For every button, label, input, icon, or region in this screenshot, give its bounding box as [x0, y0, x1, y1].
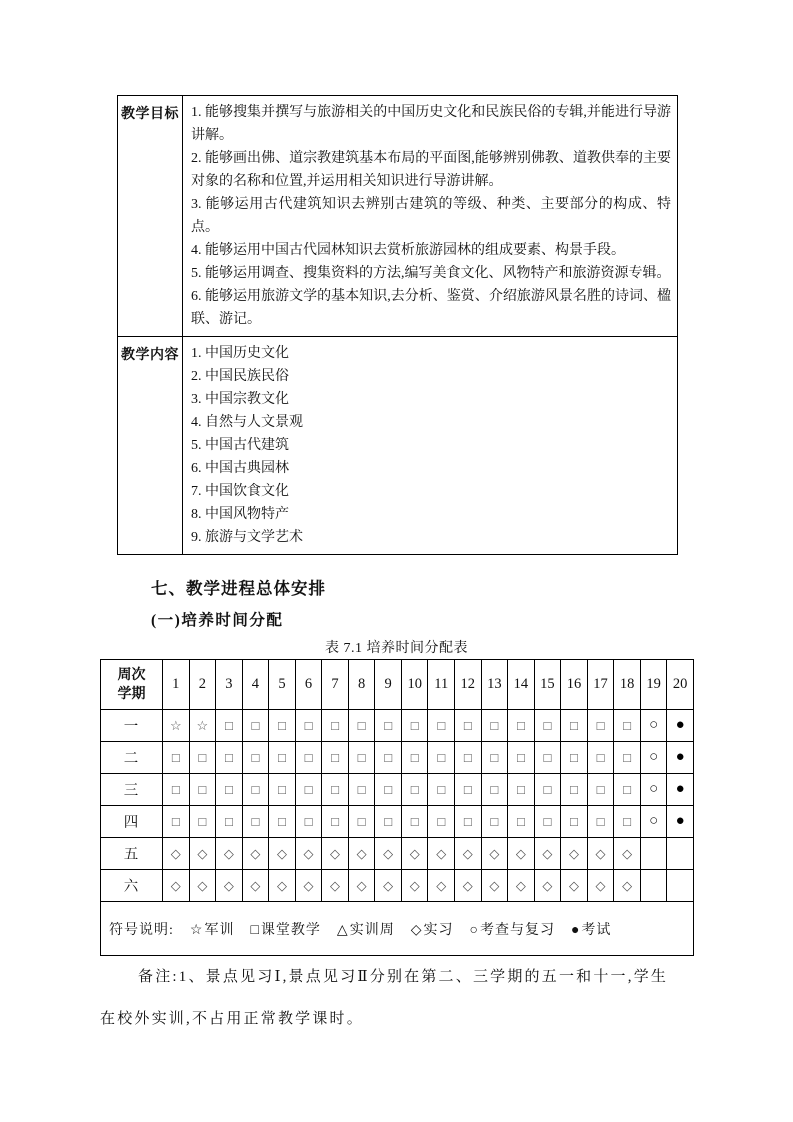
info-item: 1. 能够搜集并撰写与旅游相关的中国历史文化和民族民俗的专辑,并能进行导游讲解。	[191, 105, 671, 143]
info-item: 4. 能够运用中国古代园林知识去赏析旅游园林的组成要素、构景手段。	[191, 243, 625, 258]
schedule-symbol-cell: ◇	[428, 838, 455, 870]
schedule-symbol-cell: □	[375, 742, 402, 774]
legend-item-label: 军训	[204, 922, 235, 938]
schedule-symbol-cell: □	[322, 742, 349, 774]
schedule-symbol-cell: □	[242, 710, 269, 742]
schedule-empty-cell	[667, 838, 694, 870]
schedule-symbol-cell: ●	[667, 710, 694, 742]
schedule-symbol-cell: □	[348, 806, 375, 838]
footnote-line-2: 在校外实训,不占用正常教学课时。	[100, 1011, 364, 1027]
info-row-label: 教学目标	[118, 96, 183, 337]
schedule-symbol-cell: □	[189, 742, 216, 774]
schedule-symbol-cell: ◇	[587, 870, 614, 902]
schedule-symbol-cell: ◇	[534, 838, 561, 870]
schedule-symbol-cell: □	[481, 742, 508, 774]
schedule-symbol-cell: ◇	[614, 870, 641, 902]
legend-item	[469, 923, 554, 938]
semester-label: 四	[101, 806, 163, 838]
schedule-symbol-cell: □	[587, 742, 614, 774]
schedule-symbol-cell: □	[534, 774, 561, 806]
footnote	[100, 956, 697, 1040]
schedule-symbol-cell: □	[508, 774, 535, 806]
schedule-symbol-cell: ◇	[322, 870, 349, 902]
schedule-symbol-cell: □	[401, 742, 428, 774]
legend-item	[411, 923, 454, 938]
schedule-symbol-cell: □	[322, 774, 349, 806]
info-row-content	[183, 337, 678, 555]
legend-item	[337, 923, 395, 938]
schedule-symbol-cell: ◇	[216, 838, 243, 870]
schedule-symbol-cell: □	[401, 806, 428, 838]
schedule-symbol-cell: ◇	[455, 838, 482, 870]
schedule-symbol-cell: ◇	[587, 838, 614, 870]
schedule-symbol-cell: □	[481, 710, 508, 742]
schedule-header-row	[101, 660, 694, 710]
schedule-symbol-cell: ◇	[481, 838, 508, 870]
schedule-symbol-cell: □	[348, 774, 375, 806]
schedule-symbol-cell: ○	[640, 710, 667, 742]
info-item: 5. 能够运用调查、搜集资料的方法,编写美食文化、风物特产和旅游资源专辑。	[191, 266, 671, 281]
schedule-symbol-cell: ◇	[163, 838, 190, 870]
week-number-header: 12	[455, 660, 482, 710]
schedule-symbol-cell: □	[216, 806, 243, 838]
schedule-symbol-cell: □	[295, 742, 322, 774]
week-number-header: 10	[401, 660, 428, 710]
schedule-symbol-cell: ◇	[189, 870, 216, 902]
schedule-empty-cell	[640, 838, 667, 870]
schedule-symbol-cell: □	[401, 710, 428, 742]
schedule-symbol-cell: ◇	[242, 838, 269, 870]
schedule-table-caption: 表 7.1 培养时间分配表	[325, 641, 468, 656]
schedule-symbol-cell: ●	[667, 742, 694, 774]
semester-label: 五	[101, 838, 163, 870]
schedule-symbol-cell: ◇	[375, 870, 402, 902]
schedule-symbol-cell: □	[614, 710, 641, 742]
schedule-symbol-cell: ◇	[455, 870, 482, 902]
schedule-symbol-cell: □	[508, 742, 535, 774]
info-item: 2. 能够画出佛、道宗教建筑基本布局的平面图,能够辨别佛教、道教供奉的主要对象的名称和位置,并运用相关知识进行导游讲解。	[191, 151, 671, 189]
schedule-symbol-cell: □	[163, 774, 190, 806]
week-number-header: 15	[534, 660, 561, 710]
schedule-symbol-cell: □	[348, 742, 375, 774]
schedule-empty-cell	[667, 870, 694, 902]
legend-item-label: 实习	[423, 922, 454, 938]
legend-row	[101, 902, 694, 956]
schedule-symbol-cell: ●	[667, 806, 694, 838]
schedule-symbol-cell: ○	[640, 806, 667, 838]
info-item: 3. 中国宗教文化	[191, 392, 289, 407]
schedule-symbol-cell: □	[269, 742, 296, 774]
section-subheading: (一)培养时间分配	[151, 612, 284, 629]
schedule-symbol-cell: ◇	[295, 870, 322, 902]
schedule-symbol-cell: ◇	[481, 870, 508, 902]
schedule-symbol-cell: ◇	[189, 838, 216, 870]
semester-label: 二	[101, 742, 163, 774]
week-number-header: 7	[322, 660, 349, 710]
schedule-symbol-cell: □	[375, 710, 402, 742]
info-item: 9. 旅游与文学艺术	[191, 530, 303, 545]
schedule-symbol-cell: ◇	[614, 838, 641, 870]
schedule-symbol-cell: □	[216, 710, 243, 742]
legend-cell	[101, 902, 694, 956]
week-number-header: 17	[587, 660, 614, 710]
schedule-symbol-cell: □	[481, 806, 508, 838]
semester-label: 一	[101, 710, 163, 742]
schedule-symbol-cell: □	[455, 710, 482, 742]
schedule-symbol-cell: □	[534, 710, 561, 742]
training-time-table	[100, 659, 694, 956]
schedule-symbol-cell: □	[269, 806, 296, 838]
schedule-symbol-cell: □	[428, 806, 455, 838]
schedule-symbol-cell: □	[216, 742, 243, 774]
schedule-symbol-cell: □	[614, 774, 641, 806]
schedule-symbol-cell: ◇	[561, 838, 588, 870]
schedule-symbol-cell: □	[348, 710, 375, 742]
week-number-header: 16	[561, 660, 588, 710]
footnote-line-1: 备注:1、景点见习Ⅰ,景点见习Ⅱ分别在第二、三学期的五一和十一,学生	[138, 969, 669, 985]
schedule-row	[101, 806, 694, 838]
schedule-symbol-cell: □	[269, 774, 296, 806]
info-item: 6. 中国古典园林	[191, 461, 289, 476]
schedule-symbol-cell: □	[455, 806, 482, 838]
info-item: 3. 能够运用古代建筑知识去辨别古建筑的等级、种类、主要部分的构成、特点。	[191, 197, 671, 235]
schedule-symbol-cell: ◇	[322, 838, 349, 870]
week-number-header: 4	[242, 660, 269, 710]
schedule-symbol-cell: □	[295, 806, 322, 838]
corner-header-cell	[101, 660, 163, 710]
schedule-symbol-cell: □	[163, 742, 190, 774]
legend-item-label: 考查与复习	[479, 922, 555, 938]
legend-symbol-icon: □	[250, 922, 260, 938]
legend-symbol-icon: ○	[469, 922, 479, 938]
week-number-header: 9	[375, 660, 402, 710]
schedule-symbol-cell: □	[481, 774, 508, 806]
schedule-symbol-cell: □	[375, 774, 402, 806]
schedule-symbol-cell: ◇	[508, 838, 535, 870]
schedule-symbol-cell: □	[561, 774, 588, 806]
schedule-symbol-cell: □	[587, 774, 614, 806]
schedule-symbol-cell: □	[534, 742, 561, 774]
info-row	[118, 337, 678, 555]
schedule-symbol-cell: ◇	[428, 870, 455, 902]
info-row	[118, 96, 678, 337]
schedule-symbol-cell: ☆	[163, 710, 190, 742]
schedule-empty-cell	[640, 870, 667, 902]
schedule-symbol-cell: □	[189, 774, 216, 806]
schedule-symbol-cell: ◇	[508, 870, 535, 902]
schedule-row	[101, 710, 694, 742]
semester-label: 三	[101, 774, 163, 806]
schedule-symbol-cell: ○	[640, 774, 667, 806]
legend-item	[250, 923, 320, 938]
schedule-symbol-cell: □	[269, 710, 296, 742]
teaching-info-table	[117, 95, 678, 555]
info-item: 7. 中国饮食文化	[191, 484, 289, 499]
week-number-header: 13	[481, 660, 508, 710]
schedule-symbol-cell: □	[216, 774, 243, 806]
schedule-row	[101, 742, 694, 774]
schedule-symbol-cell: ●	[667, 774, 694, 806]
week-number-header: 8	[348, 660, 375, 710]
week-number-header: 6	[295, 660, 322, 710]
schedule-symbol-cell: □	[587, 710, 614, 742]
legend-item-label: 课堂教学	[260, 922, 321, 938]
legend-symbol-icon: △	[336, 922, 349, 938]
schedule-symbol-cell: ◇	[401, 838, 428, 870]
corner-weeks-label: 周次	[117, 667, 146, 683]
schedule-symbol-cell: □	[242, 806, 269, 838]
schedule-symbol-cell: ◇	[348, 870, 375, 902]
week-number-header: 11	[428, 660, 455, 710]
schedule-symbol-cell: ◇	[216, 870, 243, 902]
week-number-header: 14	[508, 660, 535, 710]
info-row-content	[183, 96, 678, 337]
schedule-symbol-cell: ◇	[534, 870, 561, 902]
info-item: 2. 中国民族民俗	[191, 369, 289, 384]
legend-item	[190, 923, 235, 938]
schedule-symbol-cell: ◇	[242, 870, 269, 902]
legend-prefix: 符号说明:	[109, 922, 174, 938]
schedule-symbol-cell: ◇	[561, 870, 588, 902]
week-number-header: 20	[667, 660, 694, 710]
schedule-symbol-cell: □	[614, 806, 641, 838]
schedule-symbol-cell: □	[163, 806, 190, 838]
schedule-symbol-cell: □	[534, 806, 561, 838]
schedule-symbol-cell: □	[614, 742, 641, 774]
info-item: 1. 中国历史文化	[191, 346, 289, 361]
week-number-header: 2	[189, 660, 216, 710]
info-item: 5. 中国古代建筑	[191, 438, 289, 453]
schedule-symbol-cell: □	[322, 806, 349, 838]
schedule-symbol-cell: □	[375, 806, 402, 838]
schedule-symbol-cell: □	[428, 742, 455, 774]
info-row-label: 教学内容	[118, 337, 183, 555]
schedule-symbol-cell: □	[295, 774, 322, 806]
info-item: 4. 自然与人文景观	[191, 415, 303, 430]
corner-semester-label: 学期	[117, 686, 146, 702]
semester-label: 六	[101, 870, 163, 902]
legend-item-label: 考试	[581, 922, 612, 938]
schedule-symbol-cell: ◇	[269, 838, 296, 870]
schedule-symbol-cell: □	[428, 774, 455, 806]
schedule-symbol-cell: □	[428, 710, 455, 742]
schedule-symbol-cell: ◇	[401, 870, 428, 902]
schedule-symbol-cell: □	[587, 806, 614, 838]
schedule-symbol-cell: □	[242, 742, 269, 774]
schedule-symbol-cell: ◇	[295, 838, 322, 870]
schedule-symbol-cell: □	[455, 774, 482, 806]
info-item: 6. 能够运用旅游文学的基本知识,去分析、鉴赏、介绍旅游风景名胜的诗词、楹联、游记。	[191, 289, 671, 327]
schedule-symbol-cell: ☆	[189, 710, 216, 742]
schedule-symbol-cell: ◇	[375, 838, 402, 870]
week-number-header: 19	[640, 660, 667, 710]
schedule-symbol-cell: □	[242, 774, 269, 806]
week-number-header: 3	[216, 660, 243, 710]
legend-item	[571, 923, 611, 938]
info-item: 8. 中国风物特产	[191, 507, 289, 522]
schedule-symbol-cell: ◇	[348, 838, 375, 870]
schedule-symbol-cell: □	[508, 710, 535, 742]
legend-symbol-icon: ●	[570, 922, 581, 938]
schedule-row	[101, 870, 694, 902]
schedule-symbol-cell: □	[508, 806, 535, 838]
week-number-header: 18	[614, 660, 641, 710]
schedule-symbol-cell: ◇	[269, 870, 296, 902]
schedule-symbol-cell: □	[322, 710, 349, 742]
schedule-symbol-cell: □	[189, 806, 216, 838]
schedule-row	[101, 838, 694, 870]
schedule-symbol-cell: ○	[640, 742, 667, 774]
schedule-symbol-cell: □	[401, 774, 428, 806]
legend-symbol-icon: ☆	[189, 922, 204, 938]
legend-item-label: 实训周	[349, 922, 395, 938]
schedule-symbol-cell: □	[561, 710, 588, 742]
schedule-symbol-cell: □	[295, 710, 322, 742]
schedule-symbol-cell: □	[561, 742, 588, 774]
schedule-row	[101, 774, 694, 806]
legend-symbol-icon: ◇	[410, 922, 423, 938]
week-number-header: 5	[269, 660, 296, 710]
schedule-symbol-cell: □	[561, 806, 588, 838]
section-heading: 七、教学进程总体安排	[151, 580, 326, 598]
week-number-header: 1	[163, 660, 190, 710]
schedule-symbol-cell: ◇	[163, 870, 190, 902]
schedule-symbol-cell: □	[455, 742, 482, 774]
